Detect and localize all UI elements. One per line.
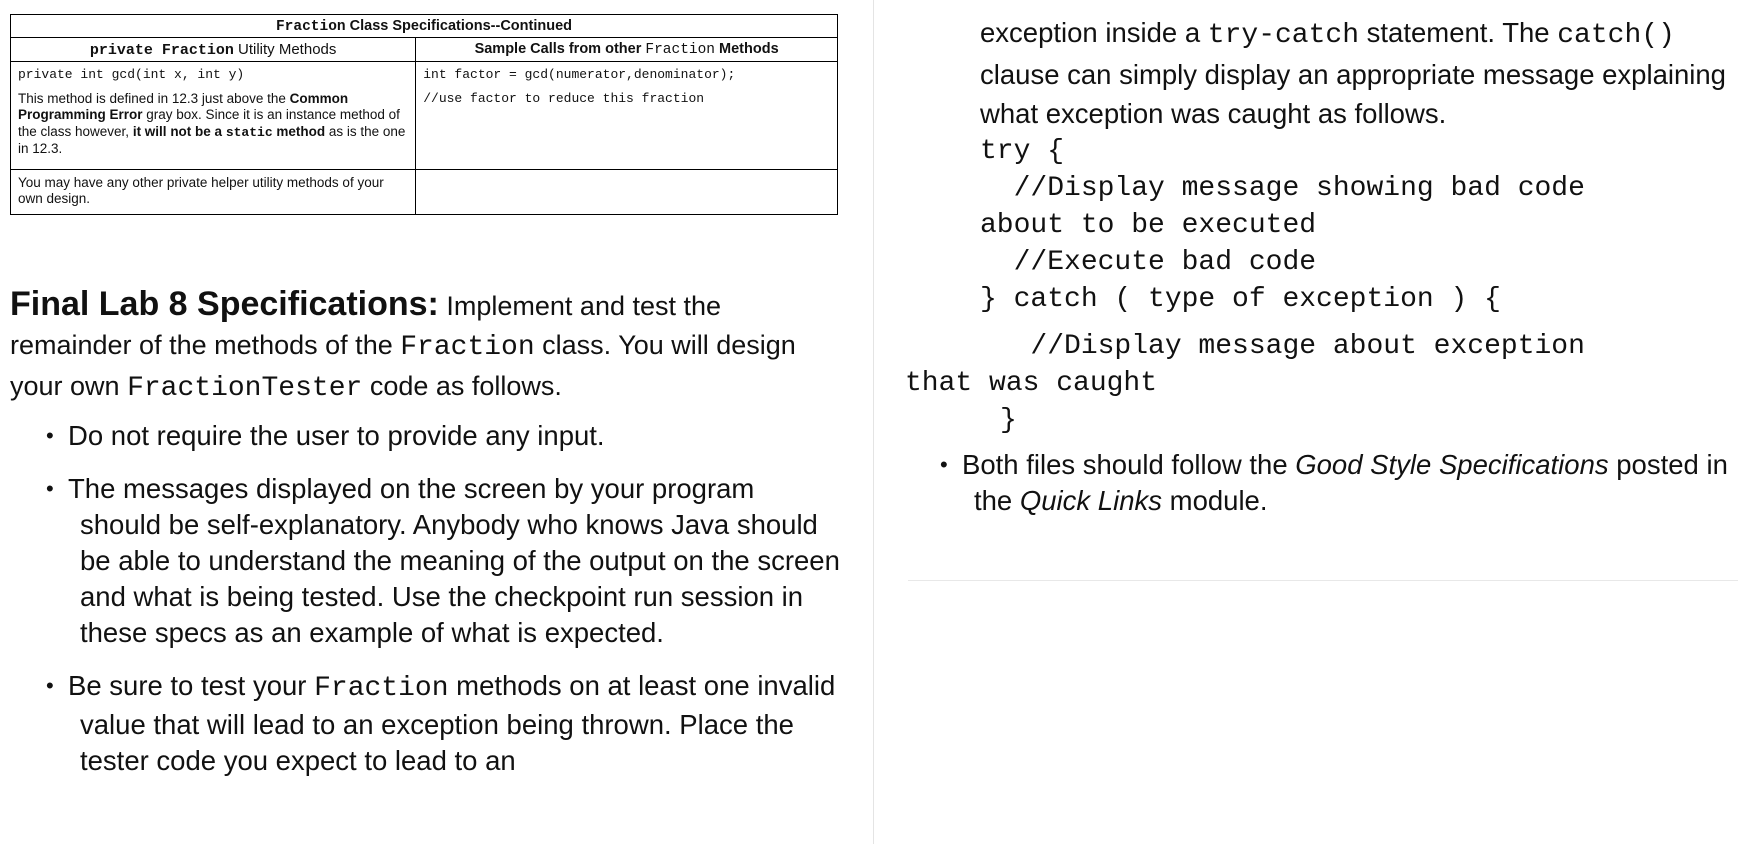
list-item: • Both files should follow the Good Style Specifications posted in the Quick Links module. bbox=[940, 447, 1745, 519]
try-catch-code-block: try { //Display message showing bad code about to be executed //Execute bad code } catch ( type of exception ) { //Display message about exception that was caught } bbox=[905, 136, 1585, 436]
table-title: Fraction Class Specifications--Continued bbox=[11, 15, 838, 38]
style-requirements-list bbox=[940, 447, 1745, 519]
gcd-signature: private int gcd(int x, int y) bbox=[18, 67, 245, 82]
final-lab-intro: Final Lab 8 Specifications: Implement and test the remainder of the methods of the Fraction class. You will design your own FractionTester code as follows. bbox=[10, 284, 796, 404]
sample-comment-line: //use factor to reduce this fraction bbox=[423, 90, 705, 106]
table-row bbox=[11, 62, 838, 170]
list-item: • The messages displayed on the screen by your program should be self-explanatory. Anybody who knows Java should be able to understand the meaning of the output on the screen and what is being tested. Use the checkpoint run session in these specs as an example of what is expected. bbox=[46, 471, 840, 651]
left-column bbox=[10, 14, 840, 796]
column-divider bbox=[873, 0, 874, 844]
exception-paragraph: exception inside a try-catch statement. The catch() clause can simply display an appropriate message explaining what exception was caught as follows. bbox=[980, 17, 1726, 129]
gcd-method-cell bbox=[11, 62, 416, 170]
col-header-sample-calls: Sample Calls from other Fraction Methods bbox=[416, 38, 838, 62]
gcd-sample-cell bbox=[416, 62, 838, 170]
table-row bbox=[11, 170, 838, 215]
helper-methods-cell: You may have any other private helper utility methods of your own design. bbox=[11, 170, 416, 215]
gcd-description: This method is defined in 12.3 just above the Common Programming Error gray box. Since it is an instance method of the class however, it will not be a static method as is the one in 12.3. bbox=[18, 90, 406, 156]
right-column bbox=[905, 14, 1745, 519]
final-lab-heading: Final Lab 8 Specifications: bbox=[10, 284, 439, 323]
col-header-utility-methods: private Fraction Utility Methods bbox=[11, 38, 416, 62]
sample-call-line: int factor = gcd(numerator,denominator); bbox=[423, 67, 736, 82]
requirements-list bbox=[46, 418, 840, 779]
fraction-spec-table bbox=[10, 14, 838, 215]
list-item: • Be sure to test your Fraction methods on at least one invalid value that will lead to an exception being thrown. Place the tester code you expect to lead to an bbox=[46, 668, 840, 779]
list-item: • Do not require the user to provide any input. bbox=[46, 418, 840, 454]
section-rule bbox=[908, 580, 1738, 581]
helper-sample-cell bbox=[416, 170, 838, 215]
